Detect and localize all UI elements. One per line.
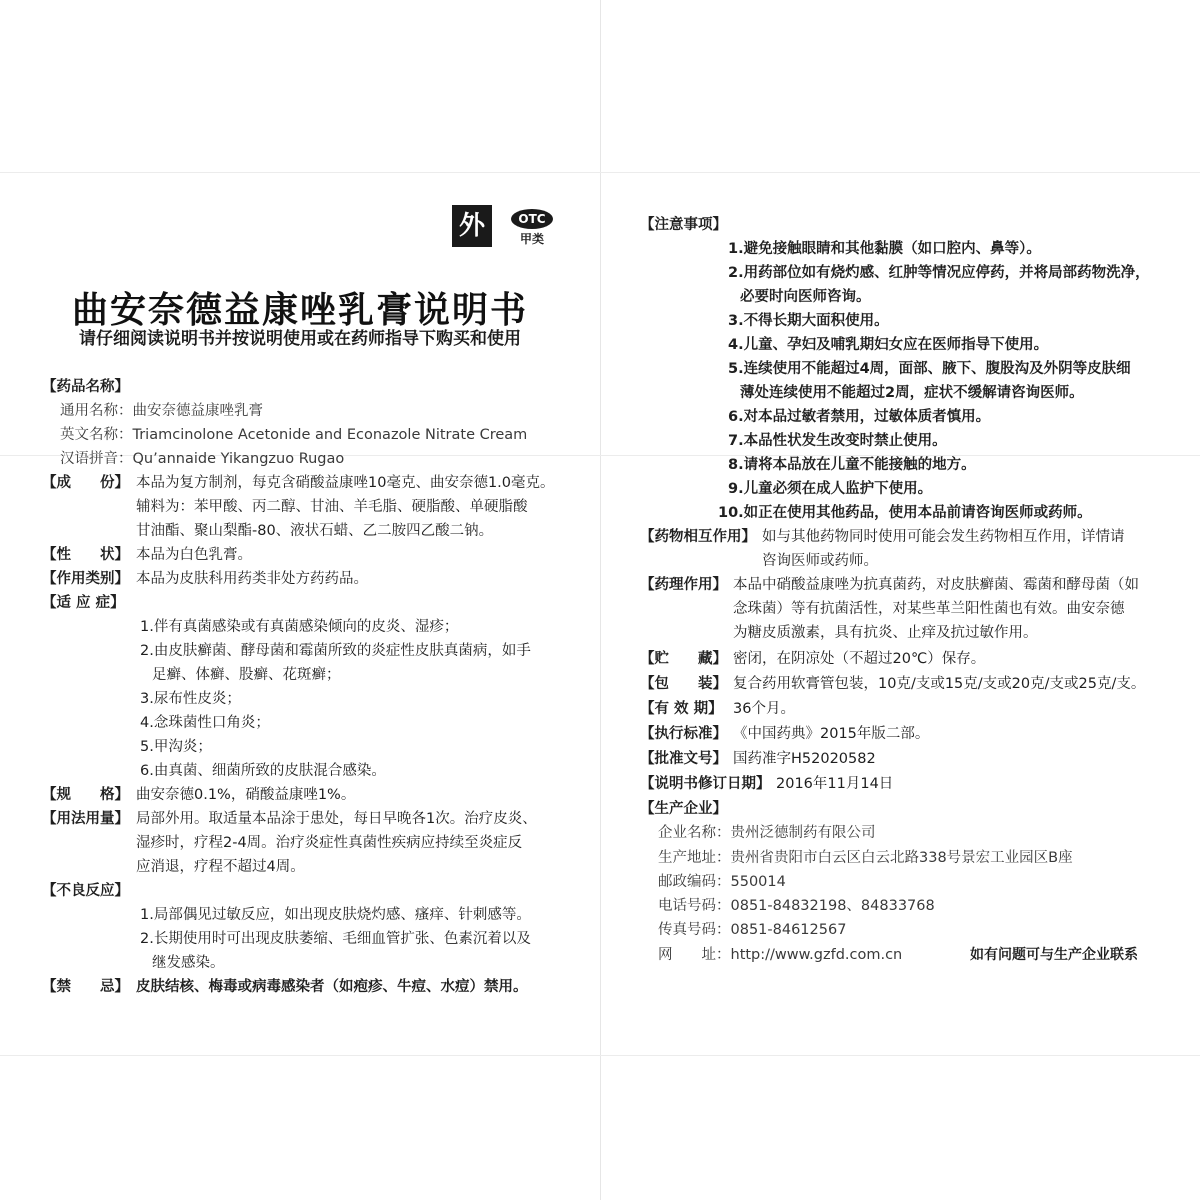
precaution-item: 薄处连续使用不能超过2周，症状不缓解请咨询医师。 xyxy=(740,385,1084,401)
section-label-interaction: 【药物相互作用】 xyxy=(640,529,756,545)
crease-line xyxy=(0,1055,1200,1056)
precaution-item: 4.儿童、孕妇及哺乳期妇女应在医师指导下使用。 xyxy=(728,337,1049,353)
property-text: 本品为白色乳膏。 xyxy=(136,547,252,563)
section-label-spec: 【规 格】 xyxy=(42,787,129,803)
company-website: 网 址：http://www.gzfd.com.cn xyxy=(658,947,903,963)
standard-text: 《中国药典》2015年版二部。 xyxy=(733,726,930,742)
pinyin-name: 汉语拼音：Qu’annaide Yikangzuo Rugao xyxy=(60,451,345,467)
section-label-approval: 【批准文号】 xyxy=(640,751,727,767)
section-label-package: 【包 装】 xyxy=(640,676,727,692)
spec-text: 曲安奈德0.1%，硝酸益康唑1%。 xyxy=(136,787,356,803)
contact-note: 如有问题可与生产企业联系 xyxy=(970,947,1138,963)
precaution-item: 8.请将本品放在儿童不能接触的地方。 xyxy=(728,457,976,473)
common-name: 通用名称：曲安奈德益康唑乳膏 xyxy=(60,403,263,419)
company-postcode: 邮政编码：550014 xyxy=(658,874,786,890)
adverse-item: 2.长期使用时可出现皮肤萎缩、毛细血管扩张、色素沉着以及 xyxy=(140,931,531,947)
storage-text: 密闭，在阴凉处（不超过20℃）保存。 xyxy=(733,651,986,667)
usage-line: 应消退，疗程不超过4周。 xyxy=(136,859,305,875)
adverse-item: 1.局部偶见过敏反应，如出现皮肤烧灼感、瘙痒、针刺感等。 xyxy=(140,907,531,923)
precaution-item: 9.儿童必须在成人监护下使用。 xyxy=(728,481,933,497)
pharmacology-line: 念珠菌）等有抗菌活性，对某些革兰阳性菌也有效。曲安奈德 xyxy=(733,601,1125,617)
english-name: 英文名称：Triamcinolone Acetonide and Econazole Nitrate Cream xyxy=(60,427,528,443)
package-text: 复合药用软膏管包装，10克/支或15克/支或20克/支或25克/支。 xyxy=(733,676,1146,692)
indication-item: 5.甲沟炎； xyxy=(140,739,212,755)
company-phone: 电话号码：0851-84832198、84833768 xyxy=(658,898,935,914)
usage-line: 湿疹时，疗程2-4周。治疗炎症性真菌性疾病应持续至炎症反 xyxy=(136,835,523,851)
adverse-item: 继发感染。 xyxy=(152,955,225,971)
fold-line xyxy=(600,0,601,1200)
indication-item: 足癣、体癣、股癣、花斑癣； xyxy=(152,667,341,683)
crease-line xyxy=(0,172,1200,173)
section-label-storage: 【贮 藏】 xyxy=(640,651,727,667)
contraindications-text: 皮肤结核、梅毒或病毒感染者（如疱疹、牛痘、水痘）禁用。 xyxy=(136,979,528,995)
precaution-item: 必要时向医师咨询。 xyxy=(740,289,871,305)
section-label-contraindications: 【禁 忌】 xyxy=(42,979,129,995)
precaution-item: 6.对本品过敏者禁用，过敏体质者慎用。 xyxy=(728,409,991,425)
section-label-manufacturer: 【生产企业】 xyxy=(640,801,727,817)
interaction-line: 如与其他药物同时使用可能会发生药物相互作用，详情请 xyxy=(762,529,1125,545)
section-label-category: 【作用类别】 xyxy=(42,571,129,587)
section-label-precautions: 【注意事项】 xyxy=(640,217,727,233)
otc-class: 甲类 xyxy=(519,232,544,246)
section-label-revision-date: 【说明书修订日期】 xyxy=(640,776,771,792)
company-address: 生产地址：贵州省贵阳市白云区白云北路338号景宏工业园区B座 xyxy=(658,850,1073,866)
precaution-item: 2.用药部位如有烧灼感、红肿等情况应停药，并将局部药物洗净， xyxy=(728,265,1150,281)
page-subtitle: 请仔细阅读说明书并按说明使用或在药师指导下购买和使用 xyxy=(79,329,521,349)
precaution-item: 7.本品性状发生改变时禁止使用。 xyxy=(728,433,947,449)
section-label-usage: 【用法用量】 xyxy=(42,811,129,827)
precaution-item: 1.避免接触眼睛和其他黏膜（如口腔内、鼻等）。 xyxy=(728,241,1041,257)
otc-oval: OTC xyxy=(511,209,553,229)
revision-date-text: 2016年11月14日 xyxy=(776,776,894,792)
indication-item: 3.尿布性皮炎； xyxy=(140,691,241,707)
indication-item: 6.由真菌、细菌所致的皮肤混合感染。 xyxy=(140,763,386,779)
indication-item: 1.伴有真菌感染或有真菌感染倾向的皮炎、湿疹； xyxy=(140,619,459,635)
external-use-badge: 外 xyxy=(452,205,492,247)
validity-text: 36个月。 xyxy=(733,701,795,717)
interaction-line: 咨询医师或药师。 xyxy=(762,553,878,569)
section-label-adverse: 【不良反应】 xyxy=(42,883,129,899)
otc-mark xyxy=(508,208,556,247)
section-label-drug-name: 【药品名称】 xyxy=(42,379,129,395)
category-text: 本品为皮肤科用药类非处方药药品。 xyxy=(136,571,368,587)
usage-line: 局部外用。取适量本品涂于患处，每日早晚各1次。治疗皮炎、 xyxy=(136,811,537,827)
ingredients-line: 本品为复方制剂，每克含硝酸益康唑10毫克、曲安奈德1.0毫克。 xyxy=(136,475,555,491)
precaution-item: 3.不得长期大面积使用。 xyxy=(728,313,889,329)
indication-item: 2.由皮肤癣菌、酵母菌和霉菌所致的炎症性皮肤真菌病，如手 xyxy=(140,643,531,659)
approval-text: 国药准字H52020582 xyxy=(733,751,876,767)
pharmacology-line: 为糖皮质激素，具有抗炎、止痒及抗过敏作用。 xyxy=(733,625,1038,641)
ingredients-line: 甘油酯、聚山梨酯-80、液状石蜡、乙二胺四乙酸二钠。 xyxy=(136,523,494,539)
section-label-ingredients: 【成 份】 xyxy=(42,475,129,491)
company-name: 企业名称：贵州泛德制药有限公司 xyxy=(658,825,876,841)
page-title: 曲安奈德益康唑乳膏说明书 xyxy=(71,289,528,331)
section-label-pharmacology: 【药理作用】 xyxy=(640,577,727,593)
section-label-validity: 【有 效 期】 xyxy=(640,701,723,717)
ingredients-line: 辅料为：苯甲酸、丙二醇、甘油、羊毛脂、硬脂酸、单硬脂酸 xyxy=(136,499,528,515)
indication-item: 4.念珠菌性口角炎； xyxy=(140,715,270,731)
section-label-standard: 【执行标准】 xyxy=(640,726,727,742)
section-label-property: 【性 状】 xyxy=(42,547,129,563)
company-fax: 传真号码：0851-84612567 xyxy=(658,922,847,938)
pharmacology-line: 本品中硝酸益康唑为抗真菌药，对皮肤癣菌、霉菌和酵母菌（如 xyxy=(733,577,1139,593)
section-label-indications: 【适 应 症】 xyxy=(42,595,125,611)
precaution-item: 10.如正在使用其他药品，使用本品前请咨询医师或药师。 xyxy=(718,505,1092,521)
precaution-item: 5.连续使用不能超过4周，面部、腋下、腹股沟及外阴等皮肤细 xyxy=(728,361,1131,377)
